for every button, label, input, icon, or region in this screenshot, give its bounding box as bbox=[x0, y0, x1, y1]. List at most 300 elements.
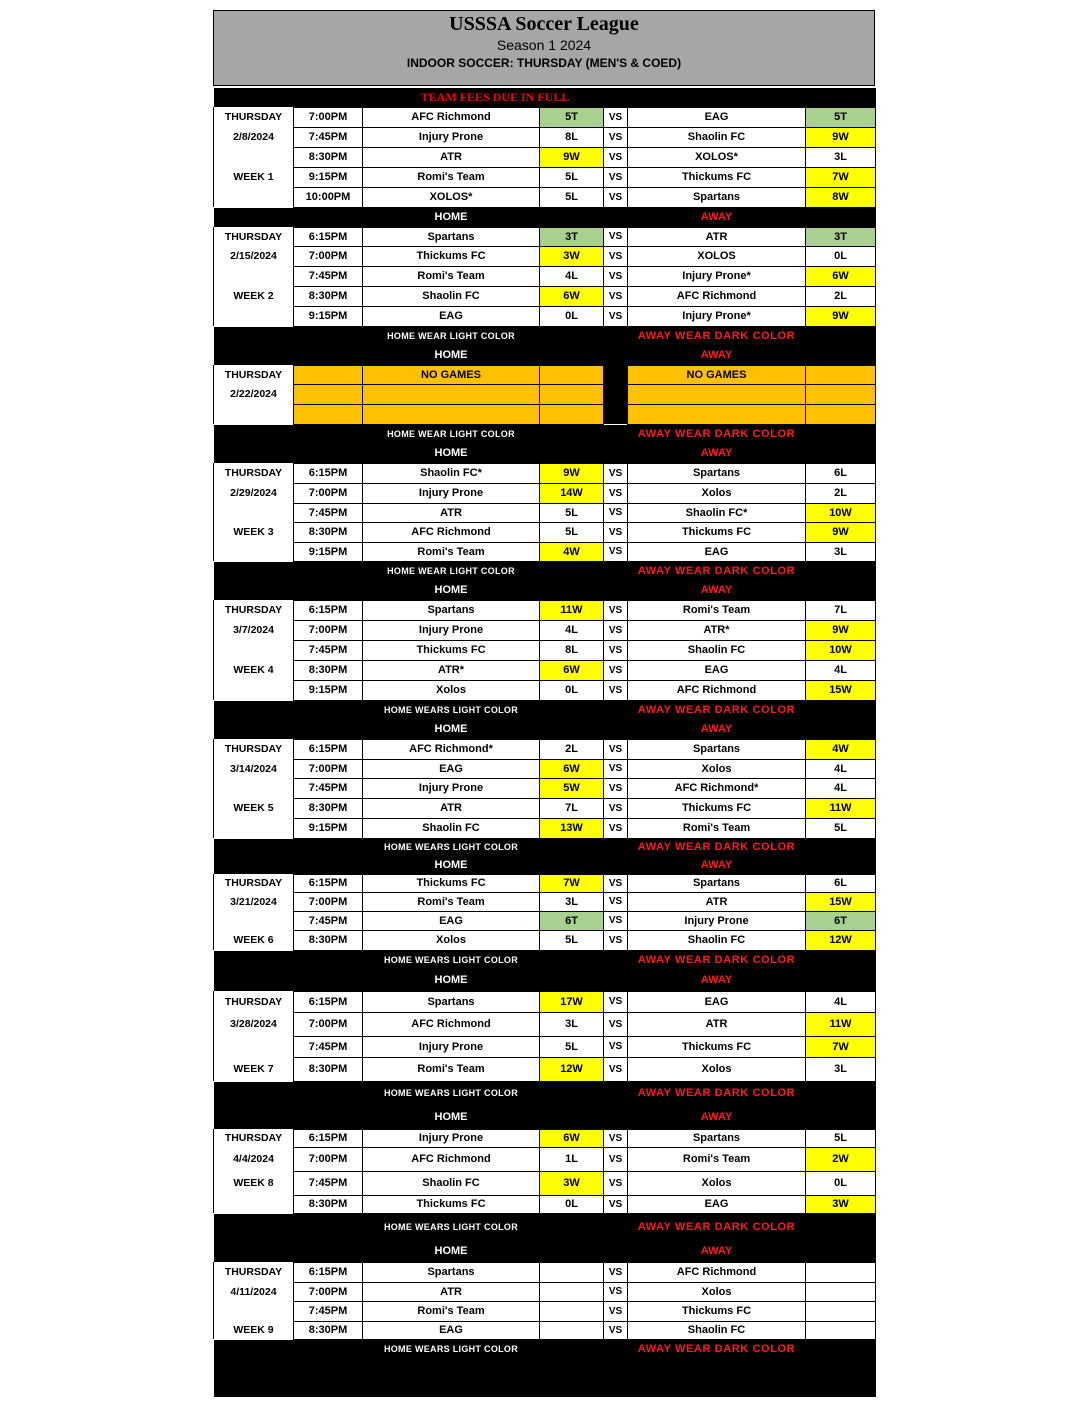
vs-cell bbox=[604, 404, 628, 424]
away-score: 6T bbox=[806, 911, 876, 930]
blank-cell bbox=[806, 1105, 876, 1129]
away-score bbox=[806, 1282, 876, 1301]
away-score: 10W bbox=[806, 640, 876, 660]
home-team: Spartans bbox=[363, 227, 540, 246]
home-score: 6W bbox=[540, 660, 604, 680]
away-score bbox=[806, 365, 876, 384]
home-score: 3W bbox=[540, 246, 604, 266]
home-score: 11W bbox=[540, 600, 604, 620]
subtitle: INDOOR SOCCER: THURSDAY (MEN'S & COED) bbox=[406, 56, 682, 70]
blank-cell bbox=[540, 1241, 628, 1262]
away-team: Shaolin FC bbox=[628, 640, 806, 660]
blank-cell bbox=[214, 326, 363, 345]
wear-color-row bbox=[214, 424, 876, 443]
home-wear-note: HOME WEARS LIGHT COLOR bbox=[363, 1339, 540, 1359]
away-score: 5L bbox=[806, 1129, 876, 1147]
away-score: 15W bbox=[806, 680, 876, 700]
home-score: 8L bbox=[540, 127, 604, 147]
day-label bbox=[214, 542, 294, 561]
home-label: HOME bbox=[363, 443, 540, 463]
home-away-header-row bbox=[214, 1241, 876, 1262]
away-team: EAG bbox=[628, 542, 806, 561]
vs-label: VS bbox=[604, 127, 628, 147]
game-time: 6:15PM bbox=[294, 874, 363, 892]
day-label bbox=[214, 640, 294, 660]
home-score bbox=[540, 384, 604, 404]
blank-cell bbox=[806, 950, 876, 970]
vs-label: VS bbox=[604, 503, 628, 522]
blank-cell bbox=[540, 424, 628, 443]
home-team: Romi's Team bbox=[363, 1301, 540, 1321]
home-label: HOME bbox=[363, 970, 540, 991]
time-cell bbox=[294, 404, 363, 424]
away-team: Xolos bbox=[628, 1282, 806, 1301]
home-team bbox=[363, 384, 540, 404]
home-score: 12W bbox=[540, 1057, 604, 1081]
blank-cell bbox=[540, 950, 628, 970]
home-score: 5L bbox=[540, 930, 604, 950]
home-wear-note: HOME WEARS LIGHT COLOR bbox=[363, 1081, 540, 1105]
home-team: Romi's Team bbox=[363, 266, 540, 286]
game-time: 7:45PM bbox=[294, 266, 363, 286]
away-team: Thickums FC bbox=[628, 1301, 806, 1321]
home-score: 5L bbox=[540, 1036, 604, 1057]
blank-cell bbox=[214, 1213, 363, 1241]
home-team: XOLOS* bbox=[363, 187, 540, 207]
home-score bbox=[540, 1262, 604, 1282]
game-time: 8:30PM bbox=[294, 1057, 363, 1081]
day-label: THURSDAY bbox=[214, 991, 294, 1012]
vs-label: VS bbox=[604, 930, 628, 950]
home-team: ATR* bbox=[363, 660, 540, 680]
home-score bbox=[540, 1321, 604, 1339]
away-label: AWAY bbox=[628, 856, 806, 874]
day-label bbox=[214, 1195, 294, 1213]
day-label: WEEK 5 bbox=[214, 798, 294, 818]
blank-cell bbox=[214, 970, 363, 991]
game-time: 7:00PM bbox=[294, 1147, 363, 1171]
away-score: 6L bbox=[806, 874, 876, 892]
vs-label: VS bbox=[604, 759, 628, 778]
away-team: Romi's Team bbox=[628, 600, 806, 620]
blank-cell bbox=[214, 424, 363, 443]
away-score: 2L bbox=[806, 286, 876, 306]
home-score: 5L bbox=[540, 503, 604, 522]
vs-label: VS bbox=[604, 1195, 628, 1213]
game-time: 7:00PM bbox=[294, 759, 363, 778]
no-games-row bbox=[214, 404, 876, 424]
day-label: WEEK 4 bbox=[214, 660, 294, 680]
game-row bbox=[214, 680, 876, 700]
vs-label: VS bbox=[604, 306, 628, 326]
blank-cell bbox=[214, 1081, 363, 1105]
away-score: 6W bbox=[806, 266, 876, 286]
game-time: 6:15PM bbox=[294, 227, 363, 246]
season-label: Season 1 2024 bbox=[496, 37, 592, 53]
game-time: 7:00PM bbox=[294, 1012, 363, 1036]
home-team: Spartans bbox=[363, 600, 540, 620]
day-label bbox=[214, 1036, 294, 1057]
game-time: 7:00PM bbox=[294, 892, 363, 911]
home-team: Romi's Team bbox=[363, 167, 540, 187]
blank-cell bbox=[214, 345, 363, 365]
away-wear-note: AWAY WEAR DARK COLOR bbox=[628, 326, 806, 345]
vs-label: VS bbox=[604, 1147, 628, 1171]
blank-cell bbox=[214, 1105, 363, 1129]
game-time: 7:00PM bbox=[294, 1282, 363, 1301]
game-row bbox=[214, 1036, 876, 1057]
vs-label: VS bbox=[604, 680, 628, 700]
day-label bbox=[214, 680, 294, 700]
game-time: 9:15PM bbox=[294, 680, 363, 700]
home-team: AFC Richmond* bbox=[363, 739, 540, 759]
home-score: 7W bbox=[540, 874, 604, 892]
day-label: THURSDAY bbox=[214, 1262, 294, 1282]
game-time: 8:30PM bbox=[294, 1321, 363, 1339]
away-score: 8W bbox=[806, 187, 876, 207]
vs-label: VS bbox=[604, 1282, 628, 1301]
home-team: ATR bbox=[363, 147, 540, 167]
away-score: 15W bbox=[806, 892, 876, 911]
home-score: 9W bbox=[540, 147, 604, 167]
vs-label: VS bbox=[604, 542, 628, 561]
home-score: 6W bbox=[540, 286, 604, 306]
time-cell bbox=[294, 365, 363, 384]
away-team: EAG bbox=[628, 660, 806, 680]
away-team: Xolos bbox=[628, 483, 806, 503]
game-row bbox=[214, 759, 876, 778]
away-score: 2L bbox=[806, 483, 876, 503]
game-time: 7:45PM bbox=[294, 778, 363, 798]
game-time: 6:15PM bbox=[294, 739, 363, 759]
away-label: AWAY bbox=[628, 719, 806, 739]
game-row bbox=[214, 640, 876, 660]
vs-label: VS bbox=[604, 778, 628, 798]
away-team: NO GAMES bbox=[628, 365, 806, 384]
game-row bbox=[214, 107, 876, 127]
away-team: Spartans bbox=[628, 463, 806, 483]
home-score bbox=[540, 404, 604, 424]
home-score: 3L bbox=[540, 892, 604, 911]
game-time: 7:45PM bbox=[294, 127, 363, 147]
game-time: 7:45PM bbox=[294, 1036, 363, 1057]
home-team: Xolos bbox=[363, 680, 540, 700]
day-label: 3/28/2024 bbox=[214, 1012, 294, 1036]
away-score: 7W bbox=[806, 1036, 876, 1057]
day-label: WEEK 2 bbox=[214, 286, 294, 306]
game-time: 9:15PM bbox=[294, 167, 363, 187]
day-label: THURSDAY bbox=[214, 1129, 294, 1147]
game-row bbox=[214, 739, 876, 759]
home-team: Shaolin FC bbox=[363, 286, 540, 306]
blank-cell bbox=[540, 856, 628, 874]
away-score: 3T bbox=[806, 227, 876, 246]
day-label: WEEK 1 bbox=[214, 167, 294, 187]
home-score: 6T bbox=[540, 911, 604, 930]
vs-label: VS bbox=[604, 266, 628, 286]
home-team: EAG bbox=[363, 306, 540, 326]
blank-cell bbox=[540, 838, 628, 856]
vs-label: VS bbox=[604, 227, 628, 246]
game-row bbox=[214, 1262, 876, 1282]
game-time: 7:00PM bbox=[294, 620, 363, 640]
away-score: 4L bbox=[806, 778, 876, 798]
away-score: 12W bbox=[806, 930, 876, 950]
home-label: HOME bbox=[363, 719, 540, 739]
away-score: 11W bbox=[806, 1012, 876, 1036]
away-wear-note: AWAY WEAR DARK COLOR bbox=[628, 1213, 806, 1241]
home-label: HOME bbox=[363, 1105, 540, 1129]
home-score: 9W bbox=[540, 463, 604, 483]
vs-label: VS bbox=[604, 818, 628, 838]
away-team: Xolos bbox=[628, 759, 806, 778]
away-wear-note: AWAY WEAR DARK COLOR bbox=[628, 1081, 806, 1105]
away-team: EAG bbox=[628, 991, 806, 1012]
vs-label: VS bbox=[604, 286, 628, 306]
home-team: EAG bbox=[363, 1321, 540, 1339]
game-row bbox=[214, 127, 876, 147]
home-team: EAG bbox=[363, 759, 540, 778]
blank-cell bbox=[214, 561, 363, 580]
away-team: Romi's Team bbox=[628, 818, 806, 838]
home-team: Shaolin FC bbox=[363, 1171, 540, 1195]
vs-label: VS bbox=[604, 739, 628, 759]
vs-label: VS bbox=[604, 892, 628, 911]
home-away-header-row bbox=[214, 856, 876, 874]
day-label: WEEK 8 bbox=[214, 1171, 294, 1195]
wear-color-row bbox=[214, 838, 876, 856]
blank-cell bbox=[214, 856, 363, 874]
game-row bbox=[214, 1321, 876, 1339]
away-team: XOLOS* bbox=[628, 147, 806, 167]
home-team: ATR bbox=[363, 503, 540, 522]
away-team: Shaolin FC* bbox=[628, 503, 806, 522]
home-score: 0L bbox=[540, 306, 604, 326]
home-team: Injury Prone bbox=[363, 620, 540, 640]
home-score: 7L bbox=[540, 798, 604, 818]
away-wear-note: AWAY WEAR DARK COLOR bbox=[628, 424, 806, 443]
home-wear-note: HOME WEARS LIGHT COLOR bbox=[363, 1213, 540, 1241]
day-label bbox=[214, 306, 294, 326]
footer-blank-row bbox=[214, 1359, 876, 1397]
home-team: Thickums FC bbox=[363, 874, 540, 892]
away-team: Romi's Team bbox=[628, 1147, 806, 1171]
away-team: Thickums FC bbox=[628, 522, 806, 542]
day-label: 3/14/2024 bbox=[214, 759, 294, 778]
away-team: Spartans bbox=[628, 187, 806, 207]
schedule-table bbox=[213, 88, 876, 1397]
game-time: 8:30PM bbox=[294, 147, 363, 167]
home-away-header-row bbox=[214, 719, 876, 739]
blank-cell bbox=[806, 345, 876, 365]
day-label: 2/15/2024 bbox=[214, 246, 294, 266]
blank-cell bbox=[540, 580, 628, 600]
home-score: 3W bbox=[540, 1171, 604, 1195]
away-team: Injury Prone* bbox=[628, 266, 806, 286]
day-label bbox=[214, 778, 294, 798]
blank-cell bbox=[806, 838, 876, 856]
game-time: 6:15PM bbox=[294, 463, 363, 483]
header bbox=[213, 10, 875, 86]
game-row bbox=[214, 246, 876, 266]
game-row bbox=[214, 930, 876, 950]
home-wear-note: HOME WEAR LIGHT COLOR bbox=[363, 326, 540, 345]
blank-cell bbox=[214, 1339, 363, 1359]
home-score: 5L bbox=[540, 167, 604, 187]
blank-cell bbox=[540, 443, 628, 463]
away-score: 4L bbox=[806, 991, 876, 1012]
away-team: AFC Richmond bbox=[628, 286, 806, 306]
away-label: AWAY bbox=[628, 1241, 806, 1262]
away-wear-note: AWAY WEAR DARK COLOR bbox=[628, 838, 806, 856]
home-label: HOME bbox=[363, 207, 540, 227]
fee-notice-row bbox=[214, 88, 876, 107]
home-label: HOME bbox=[363, 856, 540, 874]
game-row bbox=[214, 620, 876, 640]
home-score: 5L bbox=[540, 187, 604, 207]
day-label: 4/11/2024 bbox=[214, 1282, 294, 1301]
wear-color-row bbox=[214, 1213, 876, 1241]
home-team: Romi's Team bbox=[363, 1057, 540, 1081]
away-score: 3L bbox=[806, 542, 876, 561]
day-label bbox=[214, 1301, 294, 1321]
home-team: AFC Richmond bbox=[363, 107, 540, 127]
vs-label: VS bbox=[604, 167, 628, 187]
vs-label: VS bbox=[604, 1301, 628, 1321]
blank-cell bbox=[806, 700, 876, 719]
day-label: WEEK 9 bbox=[214, 1321, 294, 1339]
blank-cell bbox=[806, 207, 876, 227]
game-time: 7:45PM bbox=[294, 911, 363, 930]
blank-cell bbox=[214, 88, 363, 107]
home-team: Injury Prone bbox=[363, 127, 540, 147]
day-label: THURSDAY bbox=[214, 739, 294, 759]
vs-label: VS bbox=[604, 187, 628, 207]
blank-cell bbox=[806, 1081, 876, 1105]
day-label bbox=[214, 503, 294, 522]
away-score bbox=[806, 404, 876, 424]
day-label: WEEK 7 bbox=[214, 1057, 294, 1081]
day-label: WEEK 3 bbox=[214, 522, 294, 542]
blank-cell bbox=[806, 1213, 876, 1241]
vs-label: VS bbox=[604, 911, 628, 930]
away-score: 3W bbox=[806, 1195, 876, 1213]
game-time: 7:00PM bbox=[294, 483, 363, 503]
vs-label: VS bbox=[604, 1012, 628, 1036]
away-wear-note: AWAY WEAR DARK COLOR bbox=[628, 950, 806, 970]
blank-cell bbox=[214, 719, 363, 739]
blank-cell bbox=[540, 700, 628, 719]
game-row bbox=[214, 1301, 876, 1321]
day-label: 4/4/2024 bbox=[214, 1147, 294, 1171]
home-team bbox=[363, 404, 540, 424]
away-team: AFC Richmond bbox=[628, 680, 806, 700]
home-team: Injury Prone bbox=[363, 1036, 540, 1057]
home-away-header-row bbox=[214, 443, 876, 463]
away-team: Thickums FC bbox=[628, 798, 806, 818]
away-score: 10W bbox=[806, 503, 876, 522]
away-team: Injury Prone* bbox=[628, 306, 806, 326]
game-row bbox=[214, 1129, 876, 1147]
home-team: AFC Richmond bbox=[363, 1012, 540, 1036]
schedule-sheet bbox=[213, 10, 875, 1397]
home-score: 4L bbox=[540, 620, 604, 640]
away-team: EAG bbox=[628, 107, 806, 127]
game-row bbox=[214, 798, 876, 818]
away-score: 9W bbox=[806, 306, 876, 326]
away-team bbox=[628, 384, 806, 404]
game-row bbox=[214, 266, 876, 286]
wear-color-row bbox=[214, 1339, 876, 1359]
away-team: ATR bbox=[628, 892, 806, 911]
game-row bbox=[214, 463, 876, 483]
home-score: 6W bbox=[540, 1129, 604, 1147]
home-team: ATR bbox=[363, 798, 540, 818]
game-row bbox=[214, 991, 876, 1012]
game-row bbox=[214, 874, 876, 892]
blank-cell bbox=[806, 424, 876, 443]
game-row bbox=[214, 147, 876, 167]
game-row bbox=[214, 227, 876, 246]
blank-cell bbox=[806, 970, 876, 991]
wear-color-row bbox=[214, 561, 876, 580]
away-score: 9W bbox=[806, 127, 876, 147]
home-label: HOME bbox=[363, 345, 540, 365]
away-team: Spartans bbox=[628, 739, 806, 759]
day-label bbox=[214, 187, 294, 207]
home-score: 3L bbox=[540, 1012, 604, 1036]
blank-cell bbox=[540, 719, 628, 739]
blank-cell bbox=[540, 345, 628, 365]
home-score: 5L bbox=[540, 522, 604, 542]
away-score bbox=[806, 1321, 876, 1339]
away-score: 2W bbox=[806, 1147, 876, 1171]
no-games-row bbox=[214, 384, 876, 404]
home-score: 13W bbox=[540, 818, 604, 838]
game-row bbox=[214, 1147, 876, 1171]
home-label: HOME bbox=[363, 1241, 540, 1262]
home-away-header-row bbox=[214, 970, 876, 991]
away-team: Xolos bbox=[628, 1057, 806, 1081]
vs-label: VS bbox=[604, 463, 628, 483]
blank-cell bbox=[540, 1081, 628, 1105]
home-team: ATR bbox=[363, 1282, 540, 1301]
game-row bbox=[214, 483, 876, 503]
blank-cell bbox=[540, 326, 628, 345]
home-score bbox=[540, 1301, 604, 1321]
day-label bbox=[214, 404, 294, 424]
game-row bbox=[214, 1282, 876, 1301]
vs-label: VS bbox=[604, 483, 628, 503]
away-score: 9W bbox=[806, 522, 876, 542]
wear-color-row bbox=[214, 700, 876, 719]
blank-cell bbox=[806, 1339, 876, 1359]
game-time: 7:45PM bbox=[294, 503, 363, 522]
game-time: 6:15PM bbox=[294, 1262, 363, 1282]
vs-label: VS bbox=[604, 522, 628, 542]
day-label: WEEK 6 bbox=[214, 930, 294, 950]
away-score: 4W bbox=[806, 739, 876, 759]
game-time: 8:30PM bbox=[294, 660, 363, 680]
home-score: 17W bbox=[540, 991, 604, 1012]
home-team: Romi's Team bbox=[363, 892, 540, 911]
blank-cell bbox=[806, 580, 876, 600]
no-games-row bbox=[214, 365, 876, 384]
away-team bbox=[628, 404, 806, 424]
home-team: Thickums FC bbox=[363, 1195, 540, 1213]
away-team: Thickums FC bbox=[628, 1036, 806, 1057]
game-row bbox=[214, 167, 876, 187]
